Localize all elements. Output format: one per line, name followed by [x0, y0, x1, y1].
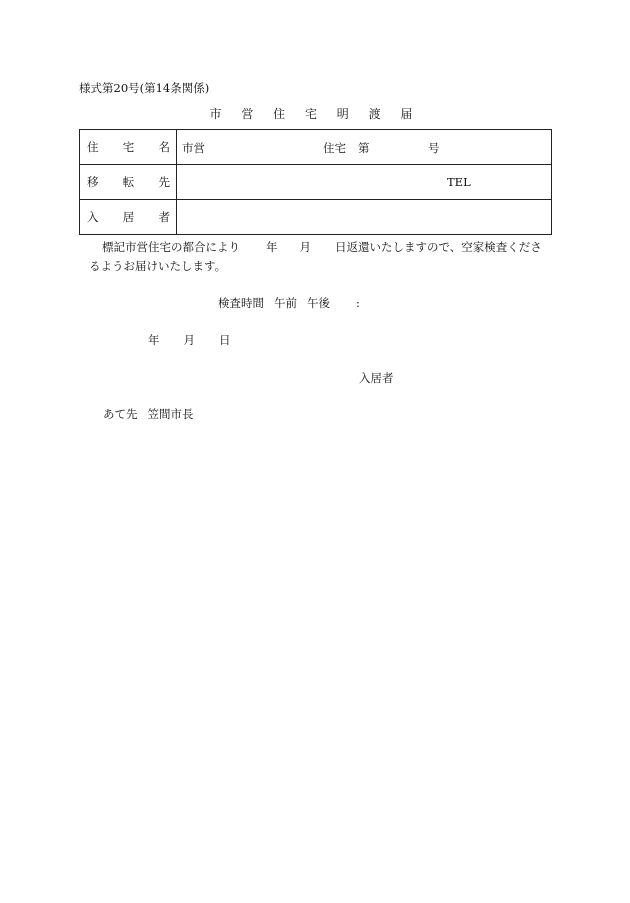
- housing-dai: 第: [358, 141, 370, 155]
- table-row-resident: [80, 200, 552, 235]
- body-paragraph: 標記市営住宅の都合により 年 月 日返還いたしますので、空家検査くださ るようお届けいたします。: [89, 240, 542, 273]
- housing-name-field[interactable]: [177, 130, 552, 165]
- inspection-time: [218, 295, 360, 311]
- housing-go: 号: [428, 141, 440, 155]
- date-month-unit: 月: [183, 333, 195, 347]
- resident-field[interactable]: [177, 200, 552, 235]
- document-title: 市 営 住 宅 明 渡 届: [209, 107, 421, 121]
- destination-field[interactable]: [177, 165, 552, 200]
- form-number: 様式第20号(第14条関係): [79, 81, 210, 95]
- housing-suffix: 住宅: [323, 141, 346, 155]
- return-month-unit: 月: [299, 240, 311, 254]
- am-label: 午前: [274, 296, 297, 310]
- inspection-label: 検査時間: [218, 296, 264, 310]
- date-day-unit: 日: [219, 333, 231, 347]
- submission-date: [148, 332, 231, 348]
- resident-signature-label: 入居者: [359, 371, 394, 385]
- table-row-destination: [80, 165, 552, 200]
- row-label-destination: 移 転 先: [87, 175, 170, 189]
- row-label-housing-name: 住 宅 名: [87, 140, 170, 154]
- tel-label: TEL: [447, 175, 471, 189]
- addressee-name: 笠間市長: [147, 407, 194, 421]
- addressee-prefix: あて先: [103, 407, 138, 421]
- pm-label: 午後: [307, 296, 330, 310]
- table-row-housing-name: [80, 130, 552, 165]
- housing-prefix: 市営: [182, 141, 205, 155]
- row-label-resident: 入 居 者: [87, 210, 170, 224]
- return-year-unit: 年: [266, 240, 278, 254]
- notice-table: [79, 129, 552, 235]
- date-year-unit: 年: [148, 333, 160, 347]
- time-colon: :: [356, 296, 360, 310]
- addressee: [103, 406, 194, 422]
